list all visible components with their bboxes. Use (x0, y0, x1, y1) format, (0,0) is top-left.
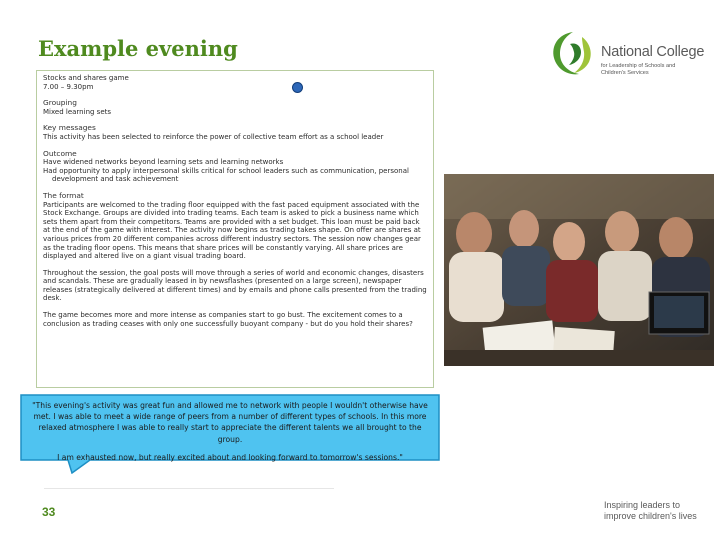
blue-dot-icon (292, 82, 303, 93)
format-paragraph: The game becomes more and more intense as companies start to go bust. The excitement comes to a conclusion as trading ceases with only one successfully buoyant company - but do you hold their shares? (43, 311, 413, 328)
leaf-swirl-icon (548, 28, 598, 80)
testimonial-callout (20, 394, 440, 474)
activity-description-box (36, 70, 434, 388)
format-paragraph: Throughout the session, the goal posts will move through a series of world and economic changes, disasters and scandals. These are gradually leased in by newsflashes (presented on a large screen), newspaper releases (strategically delivered at different times) and by emails and phone calls presented from the trading desk. (43, 268, 427, 303)
event-time: 7.00 – 9.30pm (43, 82, 94, 91)
national-college-logo (548, 28, 708, 88)
grouping-heading: Grouping (43, 98, 77, 108)
outcome-line: Had opportunity to apply interpersonal skills critical for school leaders such as communication, personal (43, 166, 409, 175)
format-heading: The format (43, 190, 84, 200)
outcome-heading: Outcome (43, 148, 77, 158)
page-number: 33 (42, 505, 56, 519)
footer-divider (44, 488, 334, 489)
key-messages-heading: Key messages (43, 123, 96, 133)
slide-title: Example evening (38, 36, 238, 61)
outcome-line: development and task achievement (52, 175, 179, 184)
outcome-line: Have widened networks beyond learning sets and learning networks (43, 158, 284, 167)
logo-name: National College (601, 44, 705, 60)
testimonial-quote: "This evening's activity was great fun and allowed me to network with people I wouldn't otherwise have met. I was able to meet a wide range of peers from a number of different types of schools. In this more relaxed atmosphere I was able to really start to appreciate the different talents we all brought to the group. (32, 401, 428, 444)
format-paragraph: Participants are welcomed to the trading floor equipped with the fast paced equipment associated with the Stock Exchange. Groups are divided into trading teams. Each team is asked to pick a business name which sets them apart from their competitors. Teams are provided with a set budget. This loan must be paid back at the end of the game with interest. The activity now begins as trading takes shape. On offer are shares at various prices from 20 different companies across different industry sectors. The session now changes gear as the trading floor opens. This means that share prices will be constantly varying. All share prices are displayed and altered live on a giant visual trading board. (43, 200, 421, 261)
participants-photo (444, 174, 714, 366)
footer-tagline-line: Inspiring leaders to (604, 500, 681, 510)
key-messages-text: This activity has been selected to reinforce the power of collective team effort as a school leader (43, 132, 384, 141)
event-title: Stocks and shares game (43, 74, 129, 82)
footer-tagline (604, 500, 714, 521)
testimonial-quote-end: I am exhausted now, but really excited about and looking forward to tomorrow's sessions." (57, 452, 403, 462)
grouping-text: Mixed learning sets (43, 107, 112, 116)
footer-tagline-line: improve children's lives (604, 510, 697, 521)
logo-tagline: for Leadership of Schools and Children's Services (601, 63, 676, 76)
